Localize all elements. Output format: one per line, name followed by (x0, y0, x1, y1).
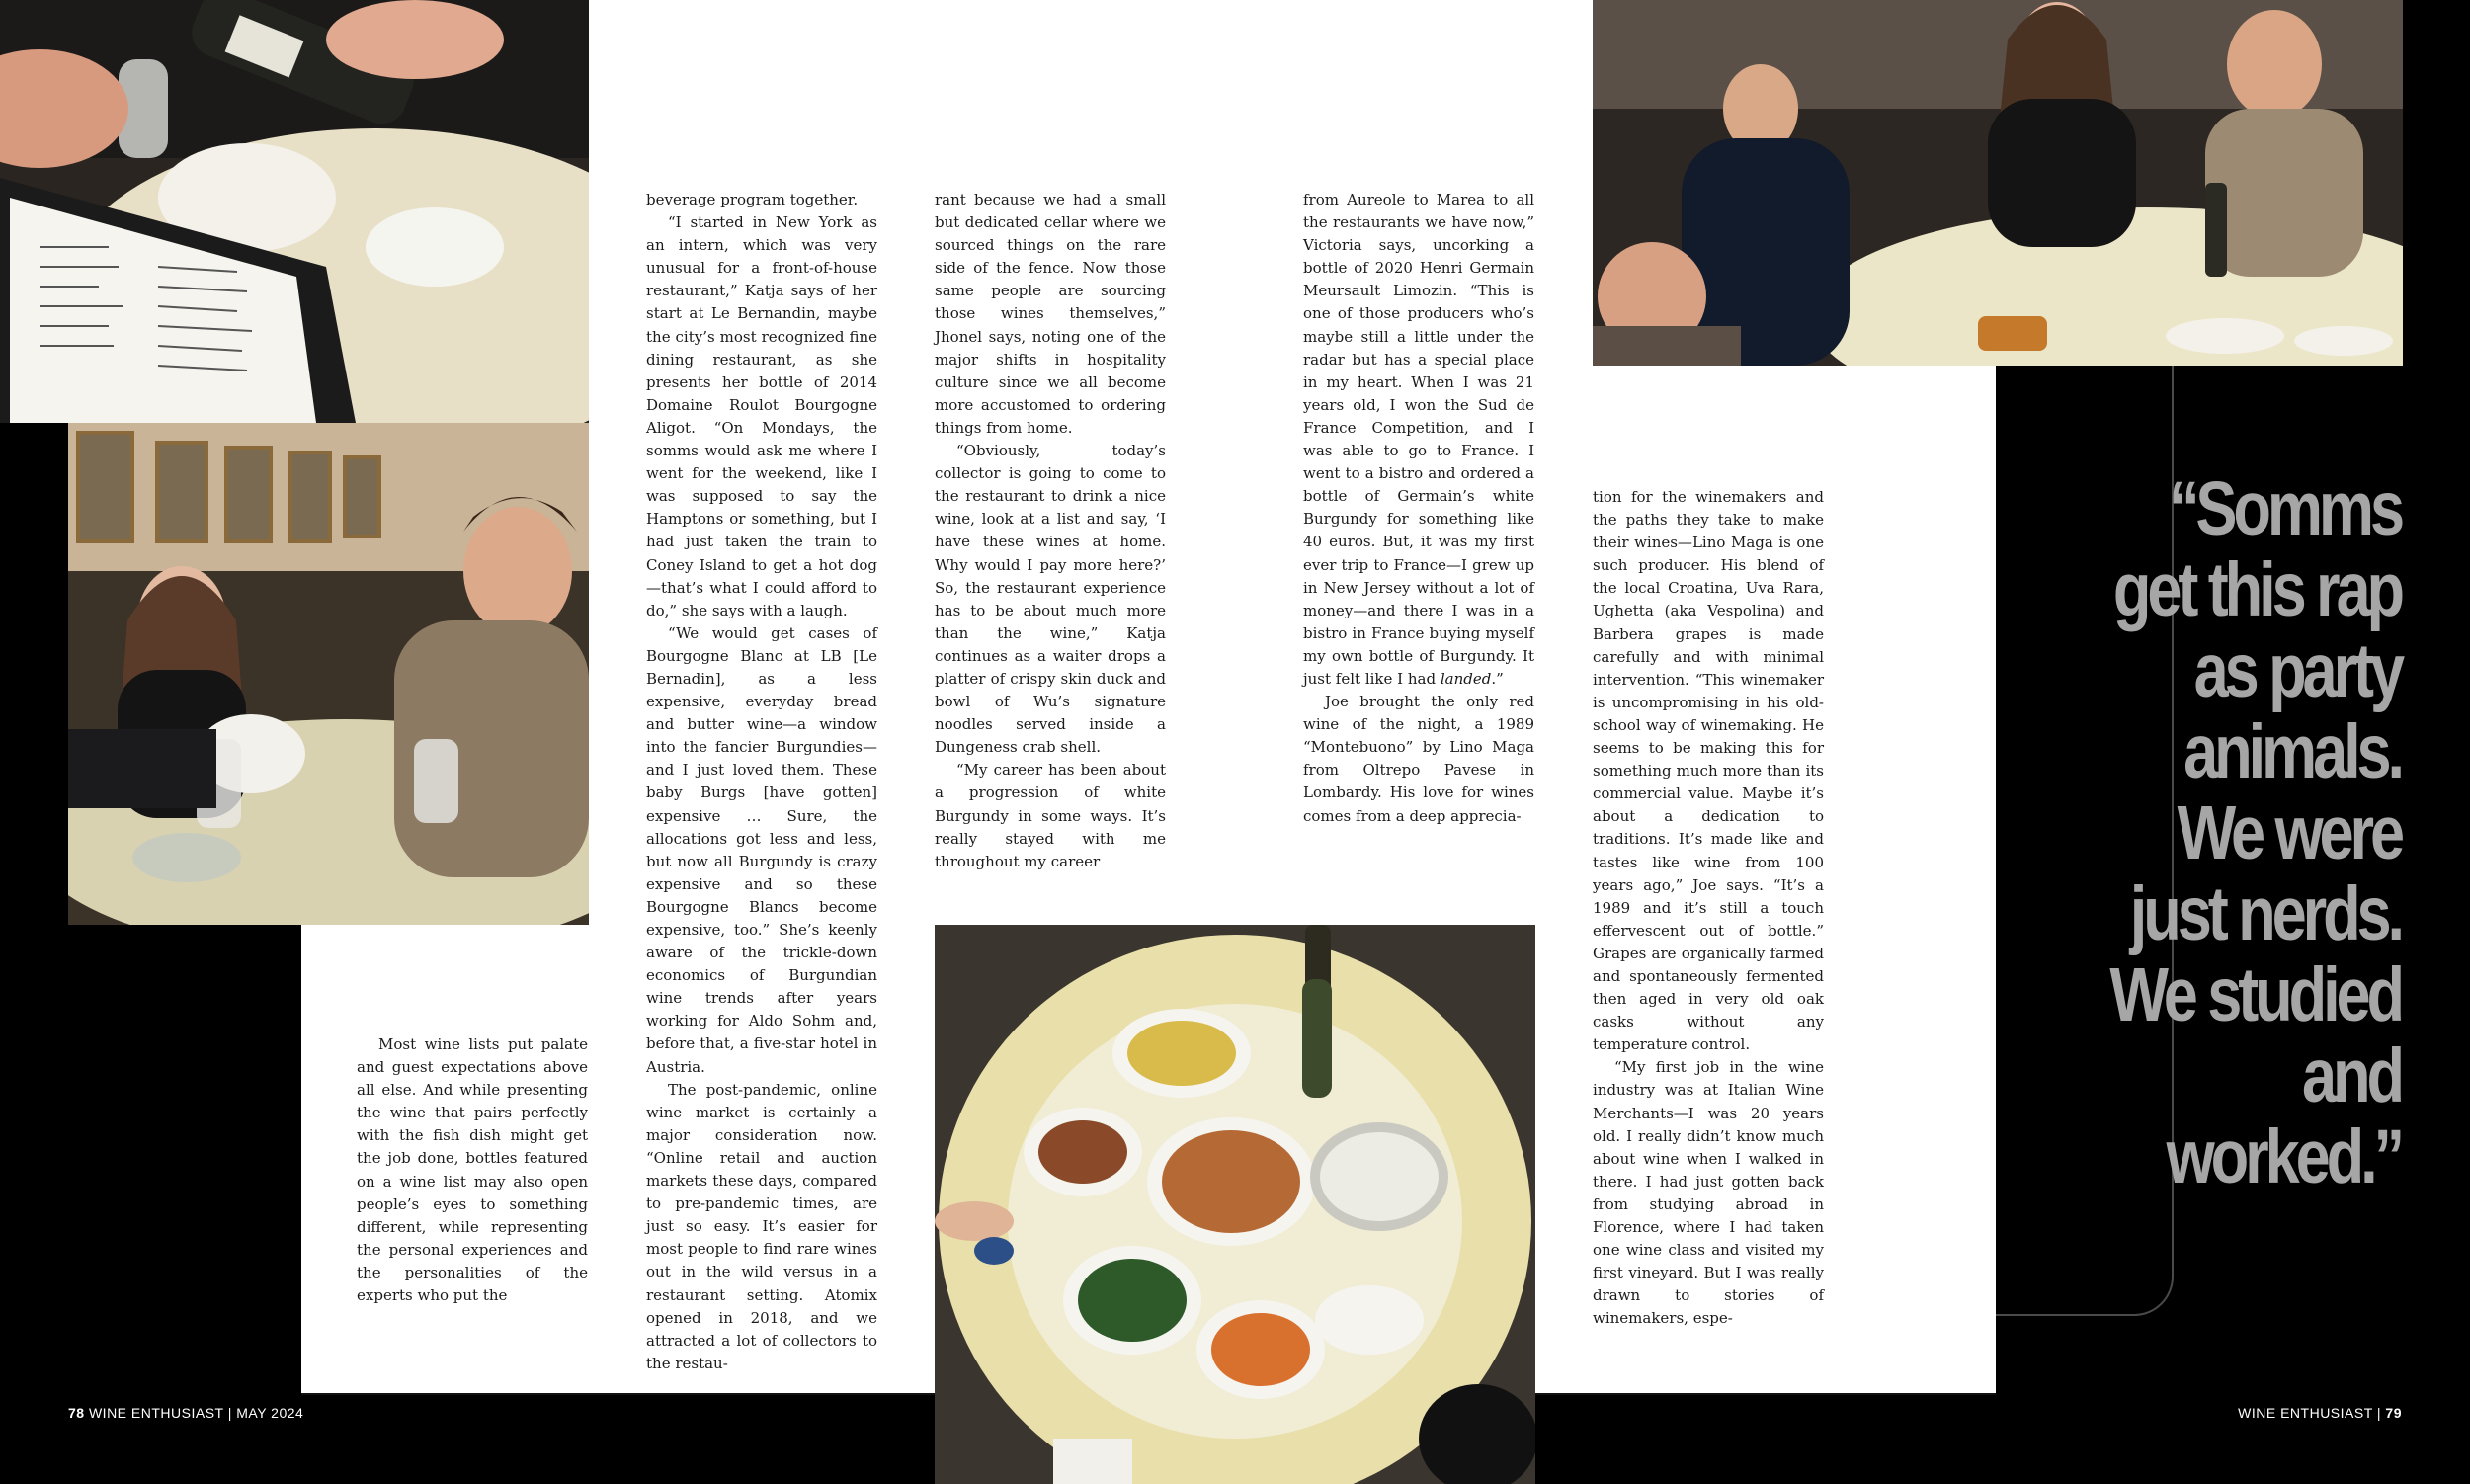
photo-wine-pour-menu (0, 0, 589, 423)
text-column-3 (935, 189, 1166, 873)
photo-group-toast (1593, 0, 2403, 366)
pull-quote-line: We studied (2109, 952, 2401, 1037)
text-column-5 (1593, 486, 1824, 1330)
paragraph: Most wine lists put palate and guest expectations above all else. And while presenting the wine that pairs perfectly with the fish dish might get the job done, bottles featured on a wine list may also open people’s eyes to something different, while representing the personal experiences and the personalities of the experts who put the (357, 1035, 588, 1305)
photo-diners-laughing (68, 423, 589, 925)
paragraph: tion for the winemakers and the paths they take to make their wines—Lino Maga is one such producer. His blend of the local Croatina, Uva Rara, Ughetta (aka Vespolina) and Barbera grapes is made carefully and with minimal intervention. “This winemaker is uncompromising in his old-school way of winemaking. He seems to be making this for something much more than its commercial value. Maybe it’s about a dedication to traditions. It’s made like and tastes like wine from 100 years ago,” Joe says. “It’s a 1989 and it’s still a touch effervescent out of bottle.” Grapes are organically farmed and spontaneously fermented then aged in very old oak casks without any temperature control. (1593, 488, 1824, 1054)
page-number-right: 79 (2385, 1405, 2402, 1421)
right-bottom-rule (1535, 1393, 1996, 1395)
right-page (1235, 0, 2470, 1484)
pull-quote-line: just nerds. (2129, 871, 2401, 956)
footer-right-text: WINE ENTHUSIAST | (2238, 1405, 2382, 1421)
folio-left (68, 1405, 303, 1421)
paragraph: rant because we had a small but dedicated cellar where we sourced things on the rare side of the fence. Now those same people are sourcing those wines themselves,” Jhonel says, noting one of the major shifts in hospitality culture since we all become more accustomed to ordering things from home. (935, 191, 1166, 437)
pull-quote-line: “Somms (2168, 466, 2401, 551)
footer-left-text: WINE ENTHUSIAST | MAY 2024 (88, 1405, 304, 1421)
pull-quote-line: We were (2177, 790, 2401, 875)
text-column-2 (646, 189, 877, 1375)
pull-quote-line: and (2302, 1033, 2401, 1118)
paragraph: “My first job in the wine industry was at Italian Wine Merchants—I was 20 years old. I really didn’t know much about wine when I walked in there. I had just gotten back from studying abroad in Florence, where I had taken one wine class and visited my first vineyard. But I was really drawn to stories of winemakers, espe- (1593, 1058, 1824, 1328)
paragraph: “We would get cases of Bourgogne Blanc at LB [Le Bernadin], as a less expensive, everyday bread and butter wine—a window into the fancier Burgundies—and I just loved them. These baby Burgs [have gotten] expensive … Sure, the allocations got less and less, but now all Burgundy is crazy expensive and so these Bourgogne Blancs become expensive, too.” She’s keenly aware of the trickle-down economics of Burgundian wine trends after years working for Aldo Sohm and, before that, a five-star hotel in Austria. (646, 623, 877, 1076)
pull-quote-line: animals. (2183, 709, 2401, 794)
text-column-4 (1303, 189, 1534, 828)
folio-right (2238, 1405, 2402, 1421)
text-column-1 (357, 1033, 588, 1307)
pull-quote (1899, 468, 2401, 1197)
paragraph: “Obviously, today’s collector is going to come to the restaurant to drink a nice wine, look at a list and say, ‘I have these wines at home. Why would I pay more here?’ So, the restaurant experience has to be about much more than the wine,” Katja continues as a waiter drops a platter of crispy skin duck and bowl of Wu’s signature noodles served inside a Dungeness crab shell. (935, 442, 1166, 757)
pull-quote-line: as party (2193, 628, 2401, 713)
pull-quote-line: worked.” (2166, 1114, 2401, 1199)
paragraph: beverage program together. (646, 191, 859, 208)
paragraph: “I started in New York as an intern, which was very unusual for a front-of-house restaurant,” Katja says of her start at Le Bernandin, maybe the city’s most recognized fine dining restaurant, as she presents her bottle of 2014 Domaine Roulot Bourgogne Aligot. “On Mondays, the somms would ask me where I went for the weekend, like I was supposed to say the Hamptons or something, but I had just taken the train to Coney Island to get a hot dog—that’s what I could afford to do,” she says with a laugh. (646, 213, 877, 619)
photo-banquet-table (935, 925, 1535, 1484)
paragraph: from Aureole to Marea to all the restaurants we have now,” Victoria says, uncorking a bottle of 2020 Henri Germain Meursault Limozin. “This is one of those producers who’s maybe still a little under the radar but has a special place in my heart. When I was 21 years old, I won the Sud de France Competition, and I was able to go to France. I went to a bistro and ordered a bottle of Germain’s white Burgundy for something like 40 euros. But, it was my first ever trip to France—I grew up in New Jersey without a lot of money—and there I was in a bistro in France buying myself my own bottle of Burgundy. It just felt like I had landed.” (1303, 191, 1534, 688)
page-number-left: 78 (68, 1405, 85, 1421)
paragraph: Joe brought the only red wine of the night, a 1989 “Montebuono” by Lino Maga from Oltrepo Pavese in Lombardy. His love for wines comes from a deep apprecia- (1303, 693, 1534, 825)
paragraph: “My career has been about a progression of white Burgundy in some ways. It’s really stayed with me throughout my career (935, 761, 1166, 870)
pull-quote-line: get this rap (2112, 547, 2401, 632)
paragraph: The post-pandemic, online wine market is certainly a major consideration now. “Online retail and auction markets these days, compared to pre-pandemic times, are just so easy. It’s easier for most people to find rare wines out in the wild versus in a restaurant setting. Atomix opened in 2018, and we attracted a lot of collectors to the restau- (646, 1080, 877, 1372)
